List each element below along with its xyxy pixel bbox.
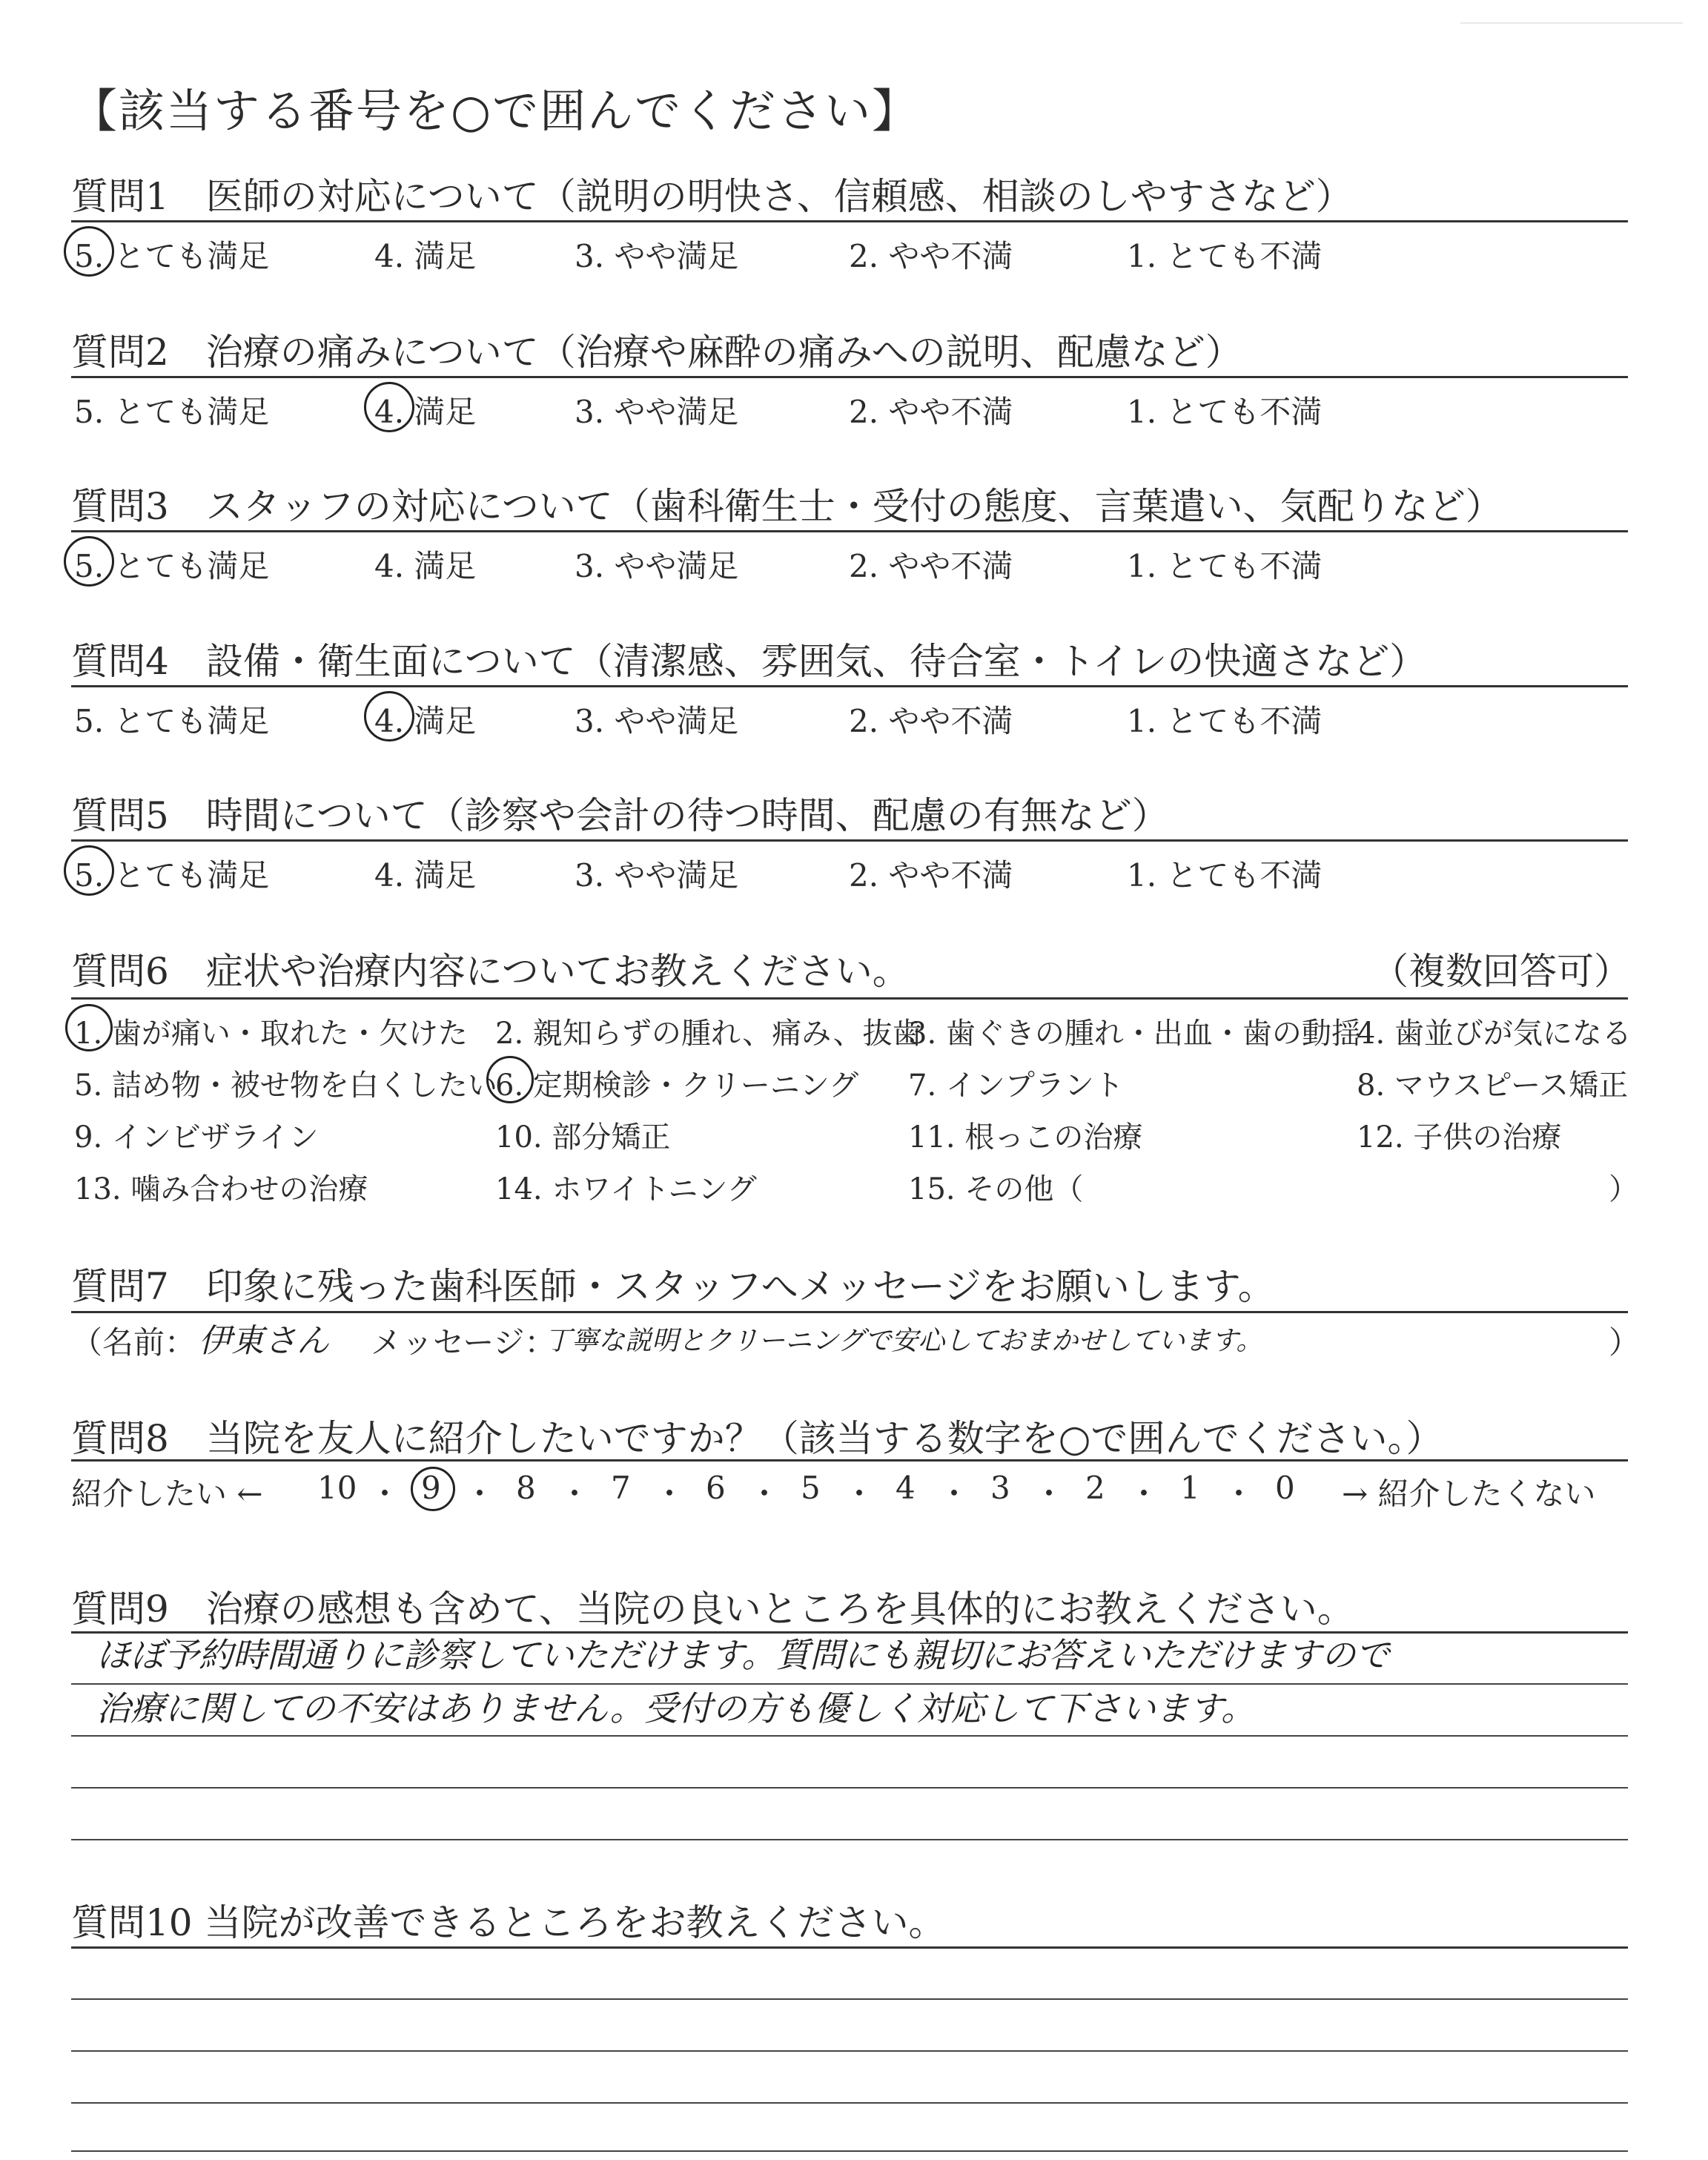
q8-rule — [71, 1459, 1628, 1462]
q8-scale-0[interactable]: 0 — [1275, 1470, 1295, 1506]
q7-name-label: （名前： — [71, 1324, 196, 1361]
q4-option-1[interactable]: 1. とても不満 — [1127, 703, 1323, 739]
q6-option-12[interactable]: 12. 子供の治療 — [1357, 1120, 1562, 1155]
q6-selected-circle-1 — [65, 1004, 113, 1051]
q3-option-5[interactable]: 5. とても満足 — [74, 548, 270, 584]
q3-selected-circle — [64, 536, 114, 587]
q1-selected-circle — [64, 226, 114, 277]
q6-option-15-close: ） — [1609, 1172, 1638, 1206]
q1-option-4[interactable]: 4. 満足 — [374, 238, 477, 274]
q9-answer-line-1[interactable]: ほぼ予約時間通りに診察していただけます。質問にも親切にお答えいただけますので — [96, 1635, 1390, 1675]
q6-option-2[interactable]: 2. 親知らずの腫れ、痛み、抜歯 — [495, 1017, 922, 1051]
q3-option-2[interactable]: 2. やや不満 — [849, 548, 1013, 584]
q1-option-5[interactable]: 5. とても満足 — [74, 238, 270, 274]
q2-rule — [71, 376, 1628, 378]
q1-option-2[interactable]: 2. やや不満 — [849, 238, 1013, 274]
q6-option-15[interactable]: 15. その他（ — [908, 1172, 1084, 1206]
q9-writing-line-3 — [71, 1787, 1628, 1789]
q10-writing-line-2 — [71, 2050, 1628, 2052]
q8-scale-5[interactable]: 5 — [801, 1470, 821, 1506]
q8-scale-separator: ・ — [1033, 1476, 1065, 1512]
q7-message-label: メッセージ： — [371, 1324, 556, 1361]
q4-option-3[interactable]: 3. やや満足 — [575, 703, 739, 739]
q8-scale-3[interactable]: 3 — [990, 1470, 1010, 1506]
q6-option-1[interactable]: 1. 歯が痛い・取れた・欠けた — [74, 1017, 468, 1051]
q8-scale-7[interactable]: 7 — [611, 1470, 631, 1506]
q9-writing-line-4 — [71, 1839, 1628, 1840]
q8-scale-6[interactable]: 6 — [706, 1470, 726, 1506]
q3-option-4[interactable]: 4. 満足 — [374, 548, 477, 584]
q4-option-5[interactable]: 5. とても満足 — [74, 703, 270, 739]
q8-scale-10[interactable]: 10 — [317, 1470, 357, 1506]
q4-label: 質問4 設備・衛生面について（清潔感、雰囲気、待合室・トイレの快適さなど） — [71, 640, 1427, 683]
q8-scale-8[interactable]: 8 — [516, 1470, 536, 1506]
q5-selected-circle — [64, 845, 114, 896]
q6-option-13[interactable]: 13. 噛み合わせの治療 — [74, 1172, 368, 1206]
q6-option-7[interactable]: 7. インプラント — [908, 1069, 1124, 1103]
q5-option-3[interactable]: 3. やや満足 — [575, 857, 739, 894]
form-title: 【該当する番号を○で囲んでください】 — [71, 84, 920, 138]
q6-note: （複数回答可） — [1371, 950, 1631, 993]
q5-label: 質問5 時間について（診察や会計の待つ時間、配慮の有無など） — [71, 794, 1169, 837]
q2-option-5[interactable]: 5. とても満足 — [74, 394, 270, 430]
q8-scale-separator: ・ — [1223, 1476, 1255, 1512]
q9-answer-line-2[interactable]: 治療に関しての不安はありません。受付の方も優しく対応して下さいます。 — [96, 1688, 1256, 1728]
q4-rule — [71, 685, 1628, 687]
q1-option-3[interactable]: 3. やや満足 — [575, 238, 739, 274]
q5-rule — [71, 839, 1628, 842]
q6-option-11[interactable]: 11. 根っこの治療 — [908, 1120, 1143, 1155]
q3-option-3[interactable]: 3. やや満足 — [575, 548, 739, 584]
q6-option-3[interactable]: 3. 歯ぐきの腫れ・出血・歯の動揺 — [908, 1017, 1361, 1051]
q8-scale-separator: ・ — [559, 1476, 591, 1512]
q8-scale-1[interactable]: 1 — [1180, 1470, 1200, 1506]
q1-rule — [71, 220, 1628, 222]
q1-option-1[interactable]: 1. とても不満 — [1127, 238, 1323, 274]
q10-rule — [71, 1946, 1628, 1949]
q8-scale-9[interactable]: 9 — [421, 1470, 441, 1506]
q8-scale-separator: ・ — [464, 1476, 496, 1512]
q4-option-4[interactable]: 4. 満足 — [374, 703, 477, 739]
q7-name-value[interactable]: 伊東さん — [199, 1322, 329, 1360]
q8-scale-separator: ・ — [1128, 1476, 1160, 1512]
q6-option-5[interactable]: 5. 詰め物・被せ物を白くしたい — [74, 1069, 497, 1103]
q6-option-9[interactable]: 9. インビザライン — [74, 1120, 319, 1155]
q6-label: 質問6 症状や治療内容についてお教えください。 — [71, 950, 910, 993]
q3-label: 質問3 スタッフの対応について（歯科衛生士・受付の態度、言葉遣い、気配りなど） — [71, 485, 1503, 528]
q1-label: 質問1 医師の対応について（説明の明快さ、信頼感、相談のしやすさなど） — [71, 175, 1353, 218]
q2-label: 質問2 治療の痛みについて（治療や麻酔の痛みへの説明、配慮など） — [71, 331, 1242, 374]
q8-right-label: → 紹介したくない — [1342, 1476, 1596, 1512]
q3-option-1[interactable]: 1. とても不満 — [1127, 548, 1323, 584]
q7-message-value[interactable]: 丁寧な説明とクリーニングで安心しておまかせしています。 — [545, 1326, 1263, 1356]
q4-option-2[interactable]: 2. やや不満 — [849, 703, 1013, 739]
scan-artifact-line — [1460, 22, 1683, 24]
q8-scale-separator: ・ — [654, 1476, 686, 1512]
q8-left-label: 紹介したい ← — [71, 1476, 263, 1512]
q10-writing-line-3 — [71, 2102, 1628, 2104]
q6-option-8[interactable]: 8. マウスピース矯正 — [1357, 1069, 1629, 1103]
q8-scale-4[interactable]: 4 — [896, 1470, 916, 1506]
q6-option-14[interactable]: 14. ホワイトニング — [495, 1172, 757, 1206]
q6-option-10[interactable]: 10. 部分矯正 — [495, 1120, 671, 1155]
q2-option-3[interactable]: 3. やや満足 — [575, 394, 739, 430]
q2-option-2[interactable]: 2. やや不満 — [849, 394, 1013, 430]
q10-label: 質問10 当院が改善できるところをお教えください。 — [71, 1901, 946, 1944]
q2-option-1[interactable]: 1. とても不満 — [1127, 394, 1323, 430]
q7-rule — [71, 1311, 1628, 1313]
q4-selected-circle — [364, 691, 414, 742]
q8-scale-separator: ・ — [749, 1476, 781, 1512]
q5-option-1[interactable]: 1. とても不満 — [1127, 857, 1323, 894]
q6-selected-circle-6 — [486, 1056, 534, 1103]
q9-writing-line-2 — [71, 1735, 1628, 1737]
q2-option-4[interactable]: 4. 満足 — [374, 394, 477, 430]
q5-option-4[interactable]: 4. 満足 — [374, 857, 477, 894]
q7-close: ） — [1609, 1324, 1641, 1361]
q8-scale-separator: ・ — [369, 1476, 401, 1512]
q8-scale-2[interactable]: 2 — [1085, 1470, 1105, 1506]
q5-option-2[interactable]: 2. やや不満 — [849, 857, 1013, 894]
q5-option-5[interactable]: 5. とても満足 — [74, 857, 270, 894]
q9-writing-line-1 — [71, 1683, 1628, 1685]
q2-selected-circle — [364, 382, 414, 432]
q6-option-4[interactable]: 4. 歯並びが気になる — [1357, 1017, 1632, 1051]
q3-rule — [71, 530, 1628, 532]
q8-selected-circle — [411, 1467, 455, 1511]
q8-scale-separator: ・ — [939, 1476, 970, 1512]
q8-label: 質問8 当院を友人に紹介したいですか？（該当する数字を○で囲んでください。） — [71, 1417, 1443, 1460]
q10-writing-line-4 — [71, 2150, 1628, 2152]
q6-option-6[interactable]: 6. 定期検診・クリーニング — [495, 1069, 859, 1103]
q7-label: 質問7 印象に残った歯科医師・スタッフへメッセージをお願いします。 — [71, 1265, 1275, 1308]
q10-writing-line-1 — [71, 1998, 1628, 2000]
q8-scale-separator: ・ — [844, 1476, 875, 1512]
q6-rule — [71, 997, 1628, 1000]
q9-label: 質問9 治療の感想も含めて、当院の良いところを具体的にお教えください。 — [71, 1588, 1354, 1631]
